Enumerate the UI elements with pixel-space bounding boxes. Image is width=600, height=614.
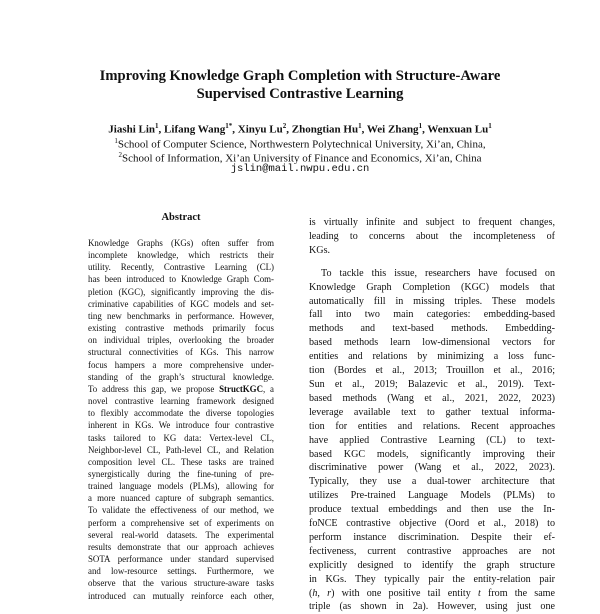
abstract-line: existing contrastive methods primarily focus xyxy=(88,323,274,334)
affiliation-mark: 1 xyxy=(114,137,118,145)
paragraph-gap xyxy=(309,258,555,267)
abstract-line: SOTA performance under standard supervised xyxy=(88,554,274,565)
author-mark: 1* xyxy=(225,122,233,130)
math-text: ( xyxy=(309,587,313,599)
abstract-line: structural connectivities of KGs. This narrow xyxy=(88,347,274,358)
abstract-line: composition level CL. These tasks are trained xyxy=(88,456,274,467)
abstract-line: focus hampers a more comprehensive under- xyxy=(88,359,274,370)
body-line: perform instance discrimination. Despite their ef- xyxy=(309,531,555,543)
author-name: Lifang Wang xyxy=(164,123,226,136)
abstract-line: has been introduced to Knowledge Graph Com- xyxy=(88,274,274,285)
body-line: methods and text-based methods. Embedding- xyxy=(309,323,555,335)
body-line: utilizes Pre-trained Language Models (PLMs) to xyxy=(309,490,555,502)
abstract-line: observe that the various structure-aware tasks xyxy=(88,578,274,589)
body-line: Typically, they use a dual-tower architecture that xyxy=(309,476,555,488)
abstract-text xyxy=(88,237,274,602)
body-line: Knowledge Graph Completion (KGC) models that xyxy=(309,281,555,293)
body-line: discriminative power (Wang et al., 2022, 2023). xyxy=(309,462,555,474)
body-line: fall into two main categories: embedding-based xyxy=(309,309,555,321)
abstract-line: To validate the effectiveness of our method, we xyxy=(88,505,274,516)
abstract-line: to flexibly accommodate the diverse topologies xyxy=(88,408,274,419)
author-name: Xinyu Lu xyxy=(237,123,283,136)
abstract-line: incomplete knowledge, which restricts their xyxy=(88,250,274,261)
math-var-h: h xyxy=(312,587,318,599)
abstract-line: ting new benchmarks in performance. However, xyxy=(88,310,274,321)
abstract-line: trained language models (PLMs), allowing for xyxy=(88,481,274,492)
body-line: based methods learn low-dimensional vectors for xyxy=(309,337,555,349)
affiliation-text: School of Computer Science, Northwestern Polytechnical University, Xi’an, China, xyxy=(117,138,486,151)
body-line: To tackle this issue, researchers have focused on xyxy=(321,267,555,279)
abstract-line: on individual triples, overlooking the broader xyxy=(88,335,274,346)
author-mark: 1 xyxy=(155,122,159,130)
body-line: is virtually infinite and subject to frequent changes, xyxy=(309,217,555,228)
abstract-line: and low-resource settings. Furthermore, we xyxy=(88,566,274,577)
abstract-line: introduced can mutually reinforce each other, xyxy=(88,590,274,601)
math-text: , xyxy=(317,587,328,599)
body-line-math xyxy=(309,587,555,601)
title-line-1: Improving Knowledge Graph Completion with Structure-Aware xyxy=(99,68,501,84)
body-line: tion for entities and relations. Recent approaches xyxy=(309,420,555,432)
body-line: produce textual embeddings and then use the In- xyxy=(309,504,555,516)
title-line-2: Supervised Contrastive Learning xyxy=(196,85,404,102)
body-line: have applied Contrastive Learning (CL) to text- xyxy=(309,434,555,446)
propose-suffix: , a xyxy=(263,383,274,394)
propose-prefix: To address this gap, we propose xyxy=(88,383,220,394)
abstract-line: criminative capabilities of KGC models and set- xyxy=(88,298,274,309)
abstract-line: Neighbor-level CL, Path-level CL, and Relation xyxy=(88,444,274,455)
author-mark: 1 xyxy=(418,122,423,130)
author-name: Wei Zhang xyxy=(366,123,419,136)
author-mark: 1 xyxy=(488,122,492,130)
body-line: tion (Bordes et al., 2013; Trouillon et al., 2016; xyxy=(309,365,555,377)
abstract-line: several real-world datasets. The experimental xyxy=(88,529,274,540)
abstract-line: tasks tailored to KG data: Vertex-level CL, xyxy=(88,432,274,443)
body-line: leading to concerns about the incompleteness of xyxy=(309,230,555,242)
author-list: Jiashi Lin$^1$, Lifang Wang$^{1*}$, Xinyu Lu$^2$, Zhongtian Hu$^1$, Wei Zhang$^1$, Wenxuan Lu$^1$ xyxy=(108,122,492,136)
body-line: KGs. xyxy=(309,244,331,256)
abstract-line: inherent in KGs. We introduce four contrastive xyxy=(88,420,274,431)
abstract-line: a more nuanced capture of subgraph semantics. xyxy=(88,493,274,504)
author-mark: 1 xyxy=(358,122,362,130)
abstract-line: Knowledge Graphs (KGs) often suffer from xyxy=(88,238,274,248)
abstract-line: standing of the graph’s structural knowledge. xyxy=(88,371,274,382)
body-line: leverage available text to gather textual informa- xyxy=(309,406,555,418)
paper-title xyxy=(60,68,540,103)
abstract-line: results demonstrate that our approach achieves xyxy=(88,541,274,552)
math-var-t: t xyxy=(477,587,481,599)
body-line: based KGC models, significantly improving their xyxy=(309,448,555,460)
math-var-r: r xyxy=(327,587,332,599)
affiliation-text: School of Information, Xi’an University of Finance and Economics, Xi’an, China xyxy=(121,152,482,165)
math-text: ) with one positive tail entity xyxy=(331,587,478,599)
body-line: explicitly designed to identify the graph structure xyxy=(309,559,555,571)
method-name: StructKGC xyxy=(219,383,263,394)
abstract-line: utility. Recently, Contrastive Learning (CL) xyxy=(88,262,274,273)
affiliation-mark: 2 xyxy=(118,151,122,159)
author-name: Wenxuan Lu xyxy=(427,123,489,136)
body-line: based methods (Wang et al., 2021, 2022, 2023) xyxy=(309,392,555,404)
math-text: from the same xyxy=(480,587,555,599)
body-line: in KGs. They typically pair the entity-relation pair xyxy=(309,573,555,585)
contact-email: jslin@mail.nwpu.edu.cn xyxy=(230,163,370,175)
body-line: fectiveness, current contrastive approaches are not xyxy=(309,545,555,557)
body-line: automatically fill in missing triples. These models xyxy=(309,295,555,307)
abstract-line: perform a comprehensive set of experiments on xyxy=(88,517,274,528)
author-mark: 2 xyxy=(282,122,287,130)
author-name: Jiashi Lin xyxy=(108,123,156,136)
abstract-propose-line xyxy=(88,383,274,395)
body-line: foNCE contrastive objective (Oord et al., 2018) to xyxy=(309,518,555,530)
body-line: entities and relations by minimizing a loss func- xyxy=(309,351,555,363)
abstract-heading: Abstract xyxy=(161,212,201,223)
abstract-line: synergistically during the fine-tuning of pre- xyxy=(88,468,274,479)
author-name: Zhongtian Hu xyxy=(291,123,359,136)
intro-text xyxy=(309,216,555,614)
abstract-line: pletion (KGC), significantly improving the dis- xyxy=(88,286,274,297)
abstract-line: novel contrastive learning framework designed xyxy=(88,396,274,407)
body-line: Sun et al., 2019; Balazevic et al., 2019). Text- xyxy=(309,378,555,390)
body-line: triple (as shown in 2a). However, using just one xyxy=(309,601,555,613)
